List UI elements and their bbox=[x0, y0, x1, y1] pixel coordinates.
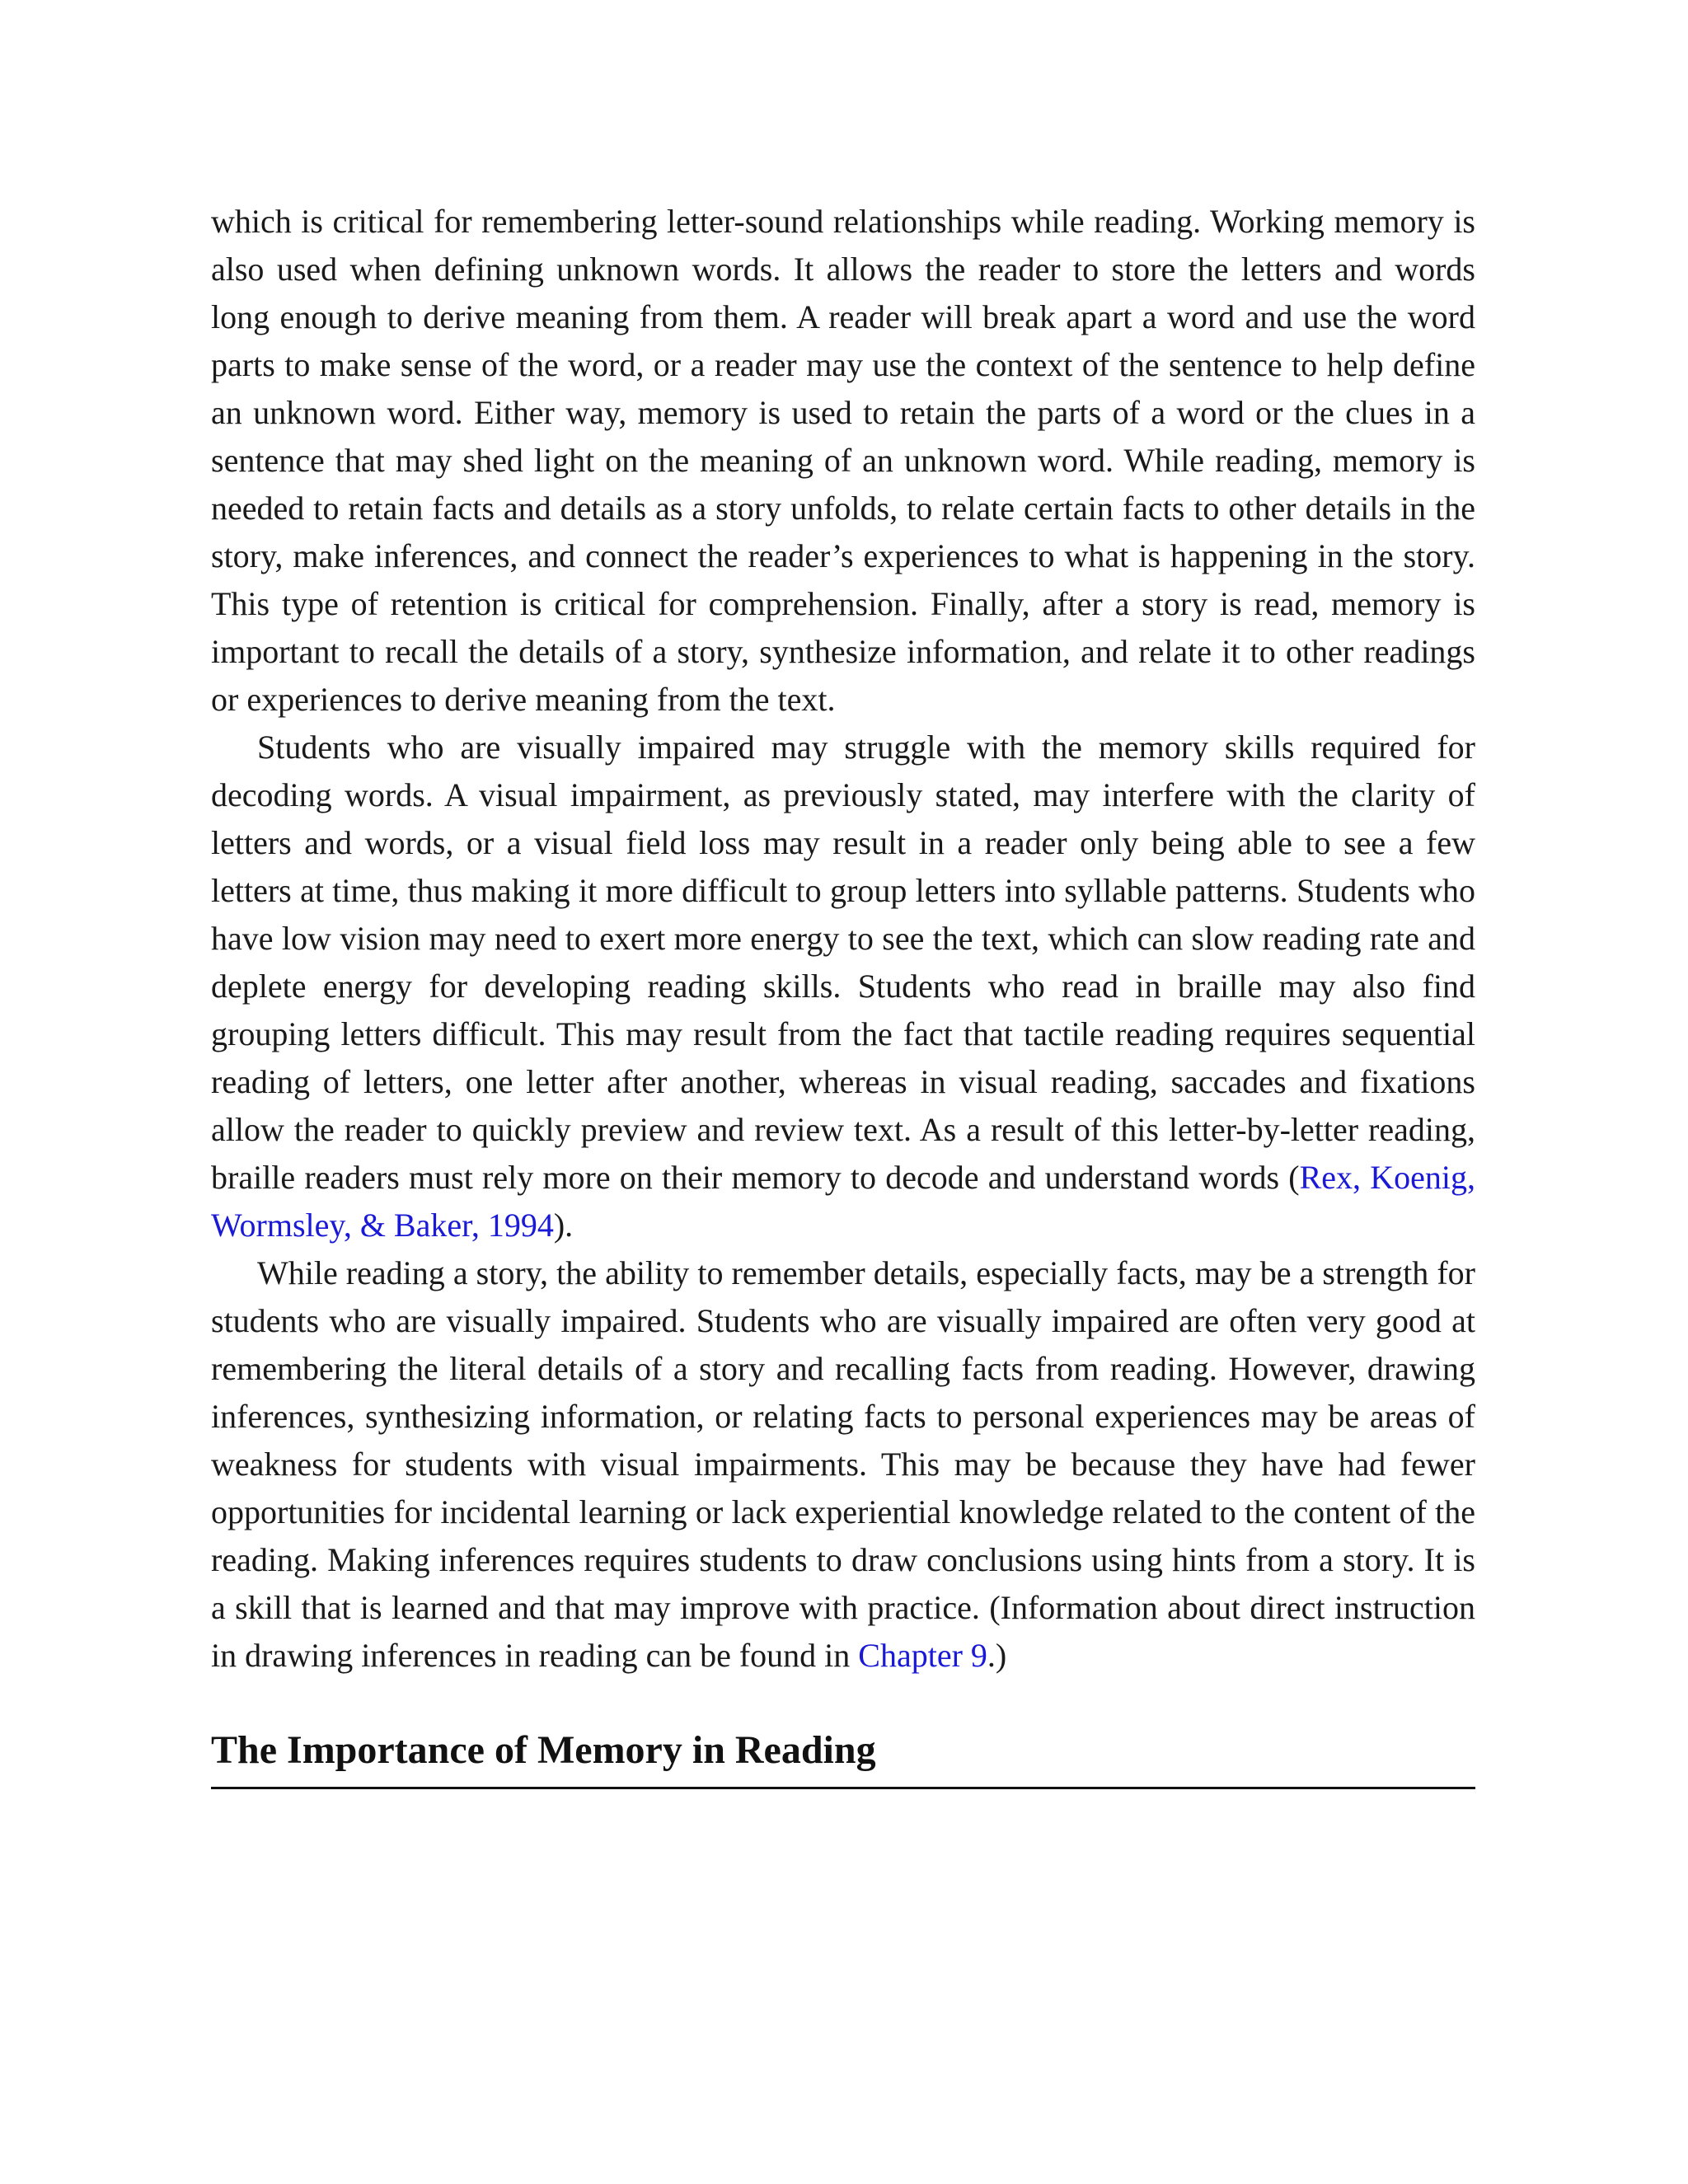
paragraph-1-text: which is critical for remembering letter-sound relationships while reading. Working memory is also used when defining unknown words. It allows the reader to store the letters and words long enough to derive meaning from them. A reader will break apart a word and use the word parts to make sense of the word, or a reader may use the context of the sentence to help define an unknown word. Either way, memory is used to retain the parts of a word or the clues in a sentence that may shed light on the meaning of an unknown word. While reading, memory is needed to retain facts and details as a story unfolds, to relate certain facts to other details in the story, make inferences, and connect the reader’s experiences to what is happening in the story. This type of retention is critical for comprehension. Finally, after a story is read, memory is important to recall the details of a story, synthesize information, and relate it to other readings or experiences to derive meaning from the text. bbox=[211, 203, 1475, 718]
paragraph-3-text: While reading a story, the ability to remember details, especially facts, may be a strength for students who are visually impaired. Students who are visually impaired are often very good at remembering the literal details of a story and recalling facts from reading. However, drawing inferences, synthesizing information, or relating facts to personal experiences may be areas of weakness for students with visual impairments. This may be because they have had fewer opportunities for incidental learning or lack experiential knowledge related to the content of the reading. Making inferences requires students to draw conclusions using hints from a story. It is a skill that is learned and that may improve with practice. (Information about direct instruction in drawing inferences in reading can be found in bbox=[211, 1254, 1475, 1674]
chapter-9-link[interactable]: Chapter 9 bbox=[858, 1637, 987, 1674]
paragraph-2-text: Students who are visually impaired may struggle with the memory skills required for decoding words. A visual impairment, as previously stated, may interfere with the clarity of letters and words, or a visual field loss may result in a reader only being able to see a few letters at time, thus making it more difficult to group letters into syllable patterns. Students who have low vision may need to exert more energy to see the text, which can slow reading rate and deplete energy for developing reading skills. Students who read in braille may also find grouping letters difficult. This may result from the fact that tactile reading requires sequential reading of letters, one letter after another, whereas in visual reading, saccades and fixations allow the reader to quickly preview and review text. As a result of this letter-by-letter reading, braille readers must rely more on their memory to decode and understand words ( bbox=[211, 729, 1475, 1196]
paragraph-3-text-end: .) bbox=[987, 1637, 1007, 1674]
paragraph-3 bbox=[211, 1249, 1475, 1680]
paragraph-2-text-end: ). bbox=[553, 1207, 574, 1244]
document-page bbox=[211, 198, 1475, 1789]
section-heading: The Importance of Memory in Reading bbox=[211, 1724, 1475, 1789]
paragraph-1 bbox=[211, 198, 1475, 724]
citation-link-rex-koenig[interactable]: Rex, Koenig, Wormsley, & Baker, 1994 bbox=[211, 1159, 1476, 1244]
paragraph-2 bbox=[211, 724, 1475, 1249]
